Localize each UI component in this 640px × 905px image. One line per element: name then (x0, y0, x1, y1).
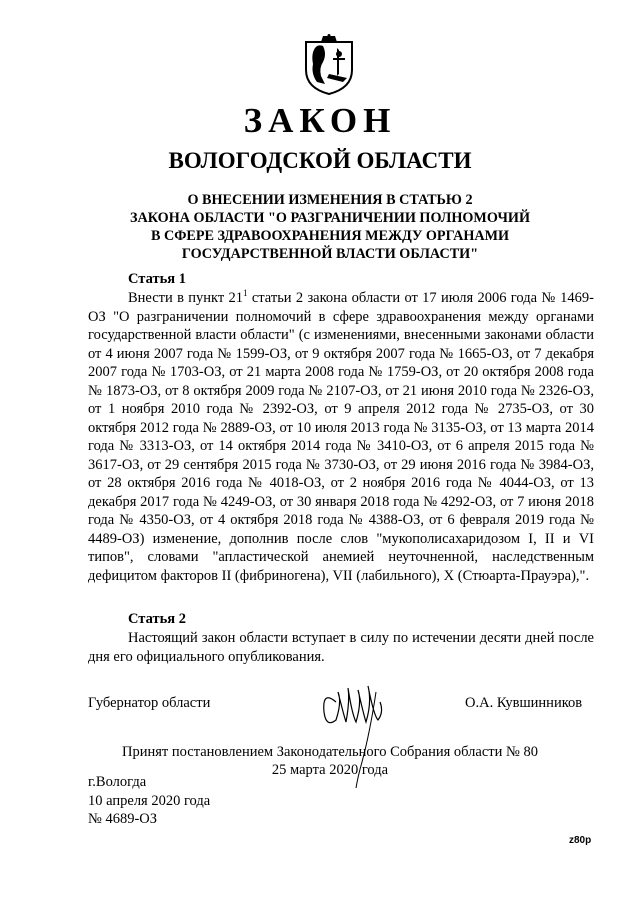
coat-of-arms-icon (303, 34, 355, 96)
article-2-text (88, 629, 594, 666)
article-1-text-start: Внести в пункт 21 (128, 290, 244, 306)
article-2-heading: Статья 2 (128, 611, 186, 627)
signing-date: 10 апреля 2020 года (88, 792, 211, 809)
article-2-paragraph: Настоящий закон области вступает в силу по истечении десяти дней после дня его официального опубликования. (88, 630, 594, 665)
law-number: № 4689-ОЗ (88, 811, 158, 827)
document-title: ЗАКОН (243, 101, 397, 140)
adoption-line: Принят постановлением Законодательного Собрания области № 80 (122, 744, 538, 760)
subtitle-line: В СФЕРЕ ЗДРАВООХРАНЕНИЯ МЕЖДУ ОРГАНАМИ (150, 228, 510, 244)
article-1-heading: Статья 1 (128, 271, 186, 287)
governor-position: Губернатор области (88, 695, 211, 711)
city: г.Вологда (88, 774, 147, 790)
subtitle-line: О ВНЕСЕНИИ ИЗМЕНЕНИЯ В СТАТЬЮ 2 (187, 192, 473, 208)
adoption-date: 25 марта 2020 года (271, 762, 389, 778)
governor-name: О.А. Кувшинников (465, 695, 583, 711)
law-subtitle (90, 191, 570, 263)
place-date-number (88, 773, 210, 829)
article-1-text (88, 289, 594, 585)
region-title: ВОЛОГОДСКОЙ ОБЛАСТИ (168, 148, 472, 173)
subtitle-line: ЗАКОНА ОБЛАСТИ "О РАЗГРАНИЧЕНИИ ПОЛНОМОЧИЙ (130, 210, 530, 226)
subtitle-line: ГОСУДАРСТВЕННОЙ ВЛАСТИ ОБЛАСТИ" (181, 246, 479, 262)
article-1-text-rest: статьи 2 закона области от 17 июля 2006 года № 1469-ОЗ "О разграничении полномочий в сфере здравоохранения между органами государственной власти области" (с изменениями, внесенными законами области от 4 июня 2007 года № 1599-ОЗ, от 9 октября 2007 года № 1665-ОЗ, от 7 декабря 2007 года № 1703-ОЗ, от 21 марта 2008 года № 1759-ОЗ, от 20 октября 2008 года № 1873-ОЗ, от 8 октября 2009 года № 2107-ОЗ, от 21 июня 2010 года № 2326-ОЗ, от 1 ноября 2010 года № 2392-ОЗ, от 9 апреля 2012 года № 2735-ОЗ, от 30 октября 2012 года № 2889-ОЗ, от 10 июля 2013 года № 3135-ОЗ, от 13 марта 2014 года № 3313-ОЗ, от 14 октября 2014 года № 3410-ОЗ, от 6 апреля 2015 года № 3617-ОЗ, от 29 сентября 2015 года № 3730-ОЗ, от 29 июня 2016 года № 3984-ОЗ, от 28 октября 2016 года № 4018-ОЗ, от 2 ноября 2016 года № 4044-ОЗ, от 13 декабря 2017 года № 4249-ОЗ, от 30 января 2018 года № 4292-ОЗ, от 7 июня 2018 года № 4350-ОЗ, от 4 октября 2018 года № 4388-ОЗ, от 6 февраля 2019 года № 4489-ОЗ) изменение, дополнив после слов "мукополисахаридозом I, II и VI типов", словами "апластической анемией неуточненной, наследственным дефицитом факторов II (фибриногена), VII (лабильного), X (Стюарта-Прауэра),". (88, 290, 594, 584)
document-code: z80p (569, 835, 592, 846)
superscript: 1 (243, 288, 248, 299)
